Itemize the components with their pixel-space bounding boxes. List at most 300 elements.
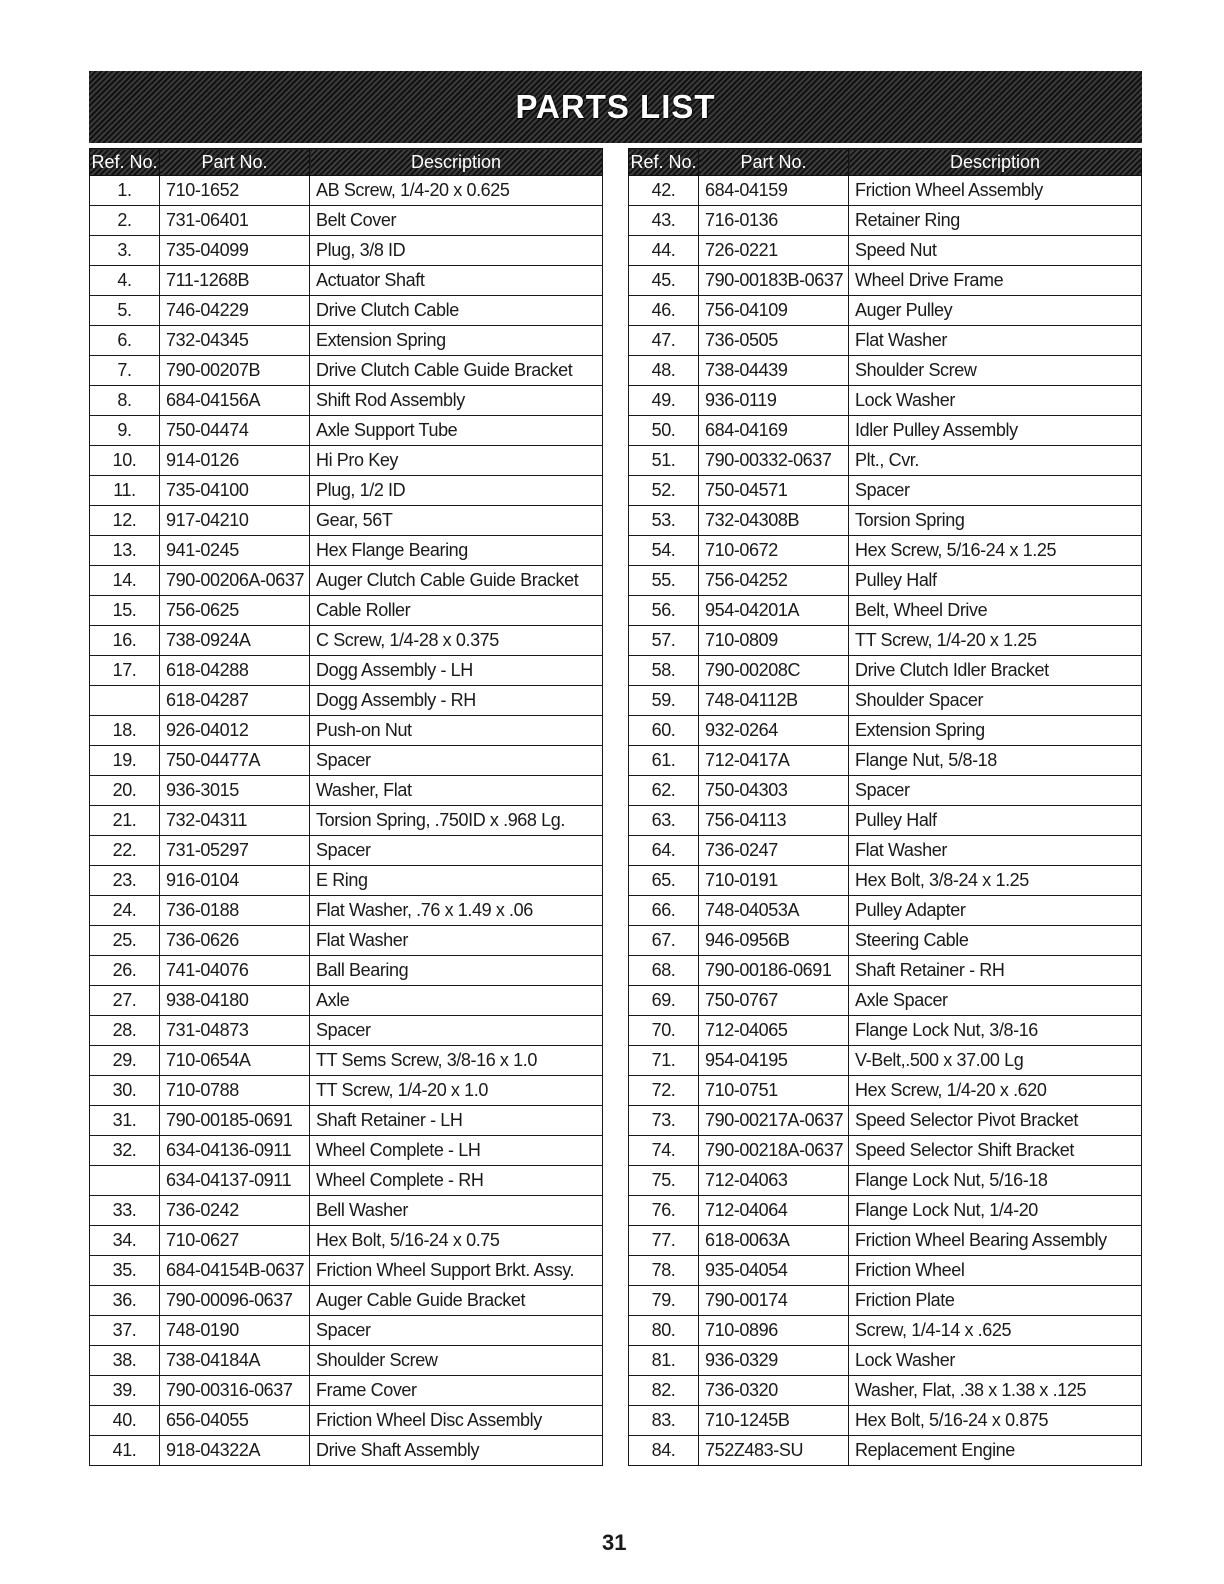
table-row [90, 386, 603, 416]
description-cell: Frame Cover [310, 1376, 603, 1406]
description-cell: Pulley Half [849, 566, 1142, 596]
table-row [90, 926, 603, 956]
ref-no-cell: 60. [629, 716, 699, 746]
description-cell: Flange Lock Nut, 3/8-16 [849, 1016, 1142, 1046]
description-cell: Plt., Cvr. [849, 446, 1142, 476]
ref-no-cell: 44. [629, 236, 699, 266]
ref-no-cell: 55. [629, 566, 699, 596]
ref-no-cell: 13. [90, 536, 160, 566]
table-row [90, 416, 603, 446]
ref-no-cell: 43. [629, 206, 699, 236]
description-cell: Replacement Engine [849, 1436, 1142, 1466]
ref-no-cell: 50. [629, 416, 699, 446]
description-cell: Lock Washer [849, 1346, 1142, 1376]
ref-no-cell: 74. [629, 1136, 699, 1166]
description-cell: Auger Cable Guide Bracket [310, 1286, 603, 1316]
description-cell: Auger Clutch Cable Guide Bracket [310, 566, 603, 596]
table-row [629, 1376, 1142, 1406]
part-no-cell: 732-04308B [699, 506, 849, 536]
table-row [629, 1256, 1142, 1286]
ref-no-cell: 76. [629, 1196, 699, 1226]
description-cell: Spacer [849, 476, 1142, 506]
description-cell: E Ring [310, 866, 603, 896]
description-cell: AB Screw, 1/4-20 x 0.625 [310, 176, 603, 206]
part-no-cell: 790-00186-0691 [699, 956, 849, 986]
ref-no-cell: 83. [629, 1406, 699, 1436]
description-cell: Flat Washer [310, 926, 603, 956]
ref-no-cell: 14. [90, 566, 160, 596]
ref-no-cell: 30. [90, 1076, 160, 1106]
description-cell: Friction Plate [849, 1286, 1142, 1316]
ref-no-cell: 63. [629, 806, 699, 836]
description-cell: TT Screw, 1/4-20 x 1.0 [310, 1076, 603, 1106]
part-no-cell: 926-04012 [160, 716, 310, 746]
table-row [629, 986, 1142, 1016]
part-no-cell: 750-04474 [160, 416, 310, 446]
table-row [629, 1406, 1142, 1436]
description-cell: Hex Screw, 1/4-20 x .620 [849, 1076, 1142, 1106]
description-cell: Spacer [310, 746, 603, 776]
description-cell: V-Belt,.500 x 37.00 Lg [849, 1046, 1142, 1076]
part-no-cell: 738-04439 [699, 356, 849, 386]
part-no-cell: 790-00185-0691 [160, 1106, 310, 1136]
table-row [90, 986, 603, 1016]
description-cell: Belt, Wheel Drive [849, 596, 1142, 626]
ref-no-cell: 32. [90, 1136, 160, 1166]
table-row [90, 716, 603, 746]
part-no-cell: 684-04156A [160, 386, 310, 416]
part-no-cell: 732-04345 [160, 326, 310, 356]
part-no-cell: 790-00217A-0637 [699, 1106, 849, 1136]
ref-no-cell: 78. [629, 1256, 699, 1286]
part-no-cell: 710-0672 [699, 536, 849, 566]
table-row [90, 656, 603, 686]
part-no-cell: 618-04287 [160, 686, 310, 716]
table-row [629, 776, 1142, 806]
part-no-cell: 736-0626 [160, 926, 310, 956]
table-row [90, 566, 603, 596]
table-row [629, 566, 1142, 596]
description-cell: Auger Pulley [849, 296, 1142, 326]
header-description: Description [849, 149, 1142, 176]
table-row [629, 1436, 1142, 1466]
description-cell: Hex Bolt, 5/16-24 x 0.875 [849, 1406, 1142, 1436]
description-cell: Extension Spring [849, 716, 1142, 746]
ref-no-cell: 28. [90, 1016, 160, 1046]
part-no-cell: 946-0956B [699, 926, 849, 956]
description-cell: Friction Wheel Bearing Assembly [849, 1226, 1142, 1256]
table-row [90, 1406, 603, 1436]
part-no-cell: 748-0190 [160, 1316, 310, 1346]
description-cell: Spacer [310, 1016, 603, 1046]
table-row [90, 206, 603, 236]
part-no-cell: 710-0627 [160, 1226, 310, 1256]
parts-table-left-body [90, 176, 603, 1466]
table-row [629, 716, 1142, 746]
part-no-cell: 750-04477A [160, 746, 310, 776]
part-no-cell: 756-04252 [699, 566, 849, 596]
description-cell: Idler Pulley Assembly [849, 416, 1142, 446]
ref-no-cell [90, 686, 160, 716]
ref-no-cell: 33. [90, 1196, 160, 1226]
table-row [90, 1316, 603, 1346]
ref-no-cell: 47. [629, 326, 699, 356]
description-cell: Pulley Adapter [849, 896, 1142, 926]
table-row [90, 1136, 603, 1166]
description-cell: Hex Flange Bearing [310, 536, 603, 566]
ref-no-cell: 36. [90, 1286, 160, 1316]
table-row [629, 746, 1142, 776]
description-cell: Cable Roller [310, 596, 603, 626]
description-cell: Spacer [849, 776, 1142, 806]
part-no-cell: 731-04873 [160, 1016, 310, 1046]
description-cell: Speed Selector Pivot Bracket [849, 1106, 1142, 1136]
table-row [90, 1436, 603, 1466]
ref-no-cell: 34. [90, 1226, 160, 1256]
ref-no-cell: 20. [90, 776, 160, 806]
part-no-cell: 938-04180 [160, 986, 310, 1016]
part-no-cell: 954-04201A [699, 596, 849, 626]
ref-no-cell: 22. [90, 836, 160, 866]
ref-no-cell: 79. [629, 1286, 699, 1316]
description-cell: Speed Selector Shift Bracket [849, 1136, 1142, 1166]
table-row [629, 1316, 1142, 1346]
ref-no-cell: 39. [90, 1376, 160, 1406]
description-cell: Speed Nut [849, 236, 1142, 266]
ref-no-cell: 4. [90, 266, 160, 296]
description-cell: Shaft Retainer - RH [849, 956, 1142, 986]
part-no-cell: 941-0245 [160, 536, 310, 566]
part-no-cell: 752Z483-SU [699, 1436, 849, 1466]
ref-no-cell: 5. [90, 296, 160, 326]
table-row [629, 326, 1142, 356]
table-row [90, 506, 603, 536]
ref-no-cell: 41. [90, 1436, 160, 1466]
ref-no-cell: 52. [629, 476, 699, 506]
table-row [90, 296, 603, 326]
description-cell: Axle [310, 986, 603, 1016]
part-no-cell: 954-04195 [699, 1046, 849, 1076]
table-row [629, 296, 1142, 326]
ref-no-cell: 38. [90, 1346, 160, 1376]
ref-no-cell: 53. [629, 506, 699, 536]
ref-no-cell: 19. [90, 746, 160, 776]
table-row [629, 476, 1142, 506]
table-row [629, 686, 1142, 716]
part-no-cell: 716-0136 [699, 206, 849, 236]
ref-no-cell: 24. [90, 896, 160, 926]
ref-no-cell: 45. [629, 266, 699, 296]
description-cell: Flat Washer [849, 836, 1142, 866]
table-row [90, 446, 603, 476]
part-no-cell: 684-04154B-0637 [160, 1256, 310, 1286]
ref-no-cell: 18. [90, 716, 160, 746]
ref-no-cell: 40. [90, 1406, 160, 1436]
ref-no-cell: 27. [90, 986, 160, 1016]
description-cell: Shoulder Screw [849, 356, 1142, 386]
part-no-cell: 790-00174 [699, 1286, 849, 1316]
ref-no-cell: 54. [629, 536, 699, 566]
ref-no-cell: 12. [90, 506, 160, 536]
table-row [90, 866, 603, 896]
part-no-cell: 790-00206A-0637 [160, 566, 310, 596]
ref-no-cell: 66. [629, 896, 699, 926]
page-number: 31 [602, 1530, 627, 1555]
part-no-cell: 711-1268B [160, 266, 310, 296]
part-no-cell: 736-0242 [160, 1196, 310, 1226]
part-no-cell: 634-04137-0911 [160, 1166, 310, 1196]
ref-no-cell: 69. [629, 986, 699, 1016]
ref-no-cell: 57. [629, 626, 699, 656]
table-row [629, 596, 1142, 626]
table-row [90, 476, 603, 506]
ref-no-cell: 16. [90, 626, 160, 656]
part-no-cell: 735-04099 [160, 236, 310, 266]
part-no-cell: 790-00183B-0637 [699, 266, 849, 296]
description-cell: Washer, Flat, .38 x 1.38 x .125 [849, 1376, 1142, 1406]
description-cell: Spacer [310, 1316, 603, 1346]
part-no-cell: 748-04112B [699, 686, 849, 716]
part-no-cell: 710-0896 [699, 1316, 849, 1346]
ref-no-cell: 58. [629, 656, 699, 686]
part-no-cell: 710-1652 [160, 176, 310, 206]
description-cell: Retainer Ring [849, 206, 1142, 236]
description-cell: Flange Lock Nut, 1/4-20 [849, 1196, 1142, 1226]
description-cell: Push-on Nut [310, 716, 603, 746]
ref-no-cell: 77. [629, 1226, 699, 1256]
part-no-cell: 732-04311 [160, 806, 310, 836]
table-row [629, 266, 1142, 296]
part-no-cell: 736-0188 [160, 896, 310, 926]
ref-no-cell: 31. [90, 1106, 160, 1136]
ref-no-cell: 73. [629, 1106, 699, 1136]
ref-no-cell: 68. [629, 956, 699, 986]
table-row [90, 806, 603, 836]
table-row [90, 536, 603, 566]
header-part-no: Part No. [699, 149, 849, 176]
header-description: Description [310, 149, 603, 176]
table-row [629, 536, 1142, 566]
part-no-cell: 634-04136-0911 [160, 1136, 310, 1166]
description-cell: Lock Washer [849, 386, 1142, 416]
table-row [629, 1046, 1142, 1076]
description-cell: Screw, 1/4-14 x .625 [849, 1316, 1142, 1346]
ref-no-cell: 2. [90, 206, 160, 236]
description-cell: Shoulder Screw [310, 1346, 603, 1376]
ref-no-cell: 15. [90, 596, 160, 626]
description-cell: TT Screw, 1/4-20 x 1.25 [849, 626, 1142, 656]
description-cell: Drive Clutch Cable Guide Bracket [310, 356, 603, 386]
table-row [629, 836, 1142, 866]
ref-no-cell: 26. [90, 956, 160, 986]
part-no-cell: 932-0264 [699, 716, 849, 746]
table-row [629, 1346, 1142, 1376]
ref-no-cell: 11. [90, 476, 160, 506]
description-cell: Dogg Assembly - LH [310, 656, 603, 686]
table-row [90, 236, 603, 266]
description-cell: Torsion Spring [849, 506, 1142, 536]
table-row [90, 596, 603, 626]
description-cell: Friction Wheel Assembly [849, 176, 1142, 206]
ref-no-cell: 23. [90, 866, 160, 896]
part-no-cell: 738-0924A [160, 626, 310, 656]
part-no-cell: 736-0320 [699, 1376, 849, 1406]
description-cell: Plug, 3/8 ID [310, 236, 603, 266]
part-no-cell: 790-00208C [699, 656, 849, 686]
description-cell: Drive Clutch Idler Bracket [849, 656, 1142, 686]
table-row [90, 1076, 603, 1106]
header-ref-no: Ref. No. [629, 149, 699, 176]
table-row [90, 1196, 603, 1226]
part-no-cell: 750-04303 [699, 776, 849, 806]
part-no-cell: 710-0809 [699, 626, 849, 656]
description-cell: Plug, 1/2 ID [310, 476, 603, 506]
table-row [90, 1016, 603, 1046]
table-row [90, 1376, 603, 1406]
table-row [90, 1046, 603, 1076]
ref-no-cell: 48. [629, 356, 699, 386]
description-cell: Pulley Half [849, 806, 1142, 836]
table-row [90, 896, 603, 926]
ref-no-cell: 65. [629, 866, 699, 896]
description-cell: Actuator Shaft [310, 266, 603, 296]
description-cell: Drive Shaft Assembly [310, 1436, 603, 1466]
part-no-cell: 750-04571 [699, 476, 849, 506]
table-row [90, 626, 603, 656]
part-no-cell: 916-0104 [160, 866, 310, 896]
description-cell: Ball Bearing [310, 956, 603, 986]
description-cell: Flange Nut, 5/8-18 [849, 746, 1142, 776]
table-row [90, 326, 603, 356]
ref-no-cell: 75. [629, 1166, 699, 1196]
ref-no-cell: 21. [90, 806, 160, 836]
header-part-no: Part No. [160, 149, 310, 176]
part-no-cell: 936-0329 [699, 1346, 849, 1376]
table-row [629, 1136, 1142, 1166]
description-cell: C Screw, 1/4-28 x 0.375 [310, 626, 603, 656]
table-row [90, 176, 603, 206]
ref-no-cell: 49. [629, 386, 699, 416]
description-cell: Torsion Spring, .750ID x .968 Lg. [310, 806, 603, 836]
table-row [629, 416, 1142, 446]
part-no-cell: 750-0767 [699, 986, 849, 1016]
part-no-cell: 731-06401 [160, 206, 310, 236]
ref-no-cell: 56. [629, 596, 699, 626]
ref-no-cell: 3. [90, 236, 160, 266]
ref-no-cell: 9. [90, 416, 160, 446]
table-row [629, 236, 1142, 266]
part-no-cell: 914-0126 [160, 446, 310, 476]
table-header-row [90, 149, 603, 176]
description-cell: Flat Washer [849, 326, 1142, 356]
ref-no-cell: 8. [90, 386, 160, 416]
ref-no-cell: 64. [629, 836, 699, 866]
description-cell: Spacer [310, 836, 603, 866]
part-no-cell: 736-0505 [699, 326, 849, 356]
table-row [90, 1286, 603, 1316]
description-cell: Shaft Retainer - LH [310, 1106, 603, 1136]
description-cell: Bell Washer [310, 1196, 603, 1226]
description-cell: Wheel Drive Frame [849, 266, 1142, 296]
part-no-cell: 726-0221 [699, 236, 849, 266]
ref-no-cell: 70. [629, 1016, 699, 1046]
part-no-cell: 936-0119 [699, 386, 849, 416]
ref-no-cell: 72. [629, 1076, 699, 1106]
part-no-cell: 712-04063 [699, 1166, 849, 1196]
part-no-cell: 712-04064 [699, 1196, 849, 1226]
part-no-cell: 918-04322A [160, 1436, 310, 1466]
description-cell: Friction Wheel Disc Assembly [310, 1406, 603, 1436]
ref-no-cell: 29. [90, 1046, 160, 1076]
table-row [629, 1076, 1142, 1106]
ref-no-cell: 46. [629, 296, 699, 326]
part-no-cell: 936-3015 [160, 776, 310, 806]
ref-no-cell: 10. [90, 446, 160, 476]
description-cell: Steering Cable [849, 926, 1142, 956]
header-ref-no: Ref. No. [90, 149, 160, 176]
description-cell: Friction Wheel [849, 1256, 1142, 1286]
table-row [629, 956, 1142, 986]
ref-no-cell: 37. [90, 1316, 160, 1346]
description-cell: Extension Spring [310, 326, 603, 356]
ref-no-cell: 81. [629, 1346, 699, 1376]
description-cell: Friction Wheel Support Brkt. Assy. [310, 1256, 603, 1286]
ref-no-cell: 7. [90, 356, 160, 386]
table-row [629, 206, 1142, 236]
part-no-cell: 712-0417A [699, 746, 849, 776]
part-no-cell: 790-00207B [160, 356, 310, 386]
ref-no-cell: 62. [629, 776, 699, 806]
table-row [629, 506, 1142, 536]
part-no-cell: 756-04113 [699, 806, 849, 836]
table-row [629, 926, 1142, 956]
description-cell: Wheel Complete - LH [310, 1136, 603, 1166]
table-row [629, 806, 1142, 836]
parts-table-right [628, 148, 1142, 1466]
table-row [629, 896, 1142, 926]
ref-no-cell: 1. [90, 176, 160, 206]
part-no-cell: 656-04055 [160, 1406, 310, 1436]
ref-no-cell: 59. [629, 686, 699, 716]
table-row [629, 1166, 1142, 1196]
table-row [90, 686, 603, 716]
description-cell: Belt Cover [310, 206, 603, 236]
table-row [90, 1106, 603, 1136]
description-cell: Hi Pro Key [310, 446, 603, 476]
description-cell: Dogg Assembly - RH [310, 686, 603, 716]
description-cell: Shoulder Spacer [849, 686, 1142, 716]
description-cell: Axle Support Tube [310, 416, 603, 446]
part-no-cell: 790-00332-0637 [699, 446, 849, 476]
description-cell: Hex Screw, 5/16-24 x 1.25 [849, 536, 1142, 566]
part-no-cell: 731-05297 [160, 836, 310, 866]
table-row [90, 1346, 603, 1376]
part-no-cell: 736-0247 [699, 836, 849, 866]
table-row [90, 836, 603, 866]
parts-table-left [89, 148, 603, 1466]
table-header-row [629, 149, 1142, 176]
ref-no-cell: 80. [629, 1316, 699, 1346]
ref-no-cell: 82. [629, 1376, 699, 1406]
table-row [629, 1196, 1142, 1226]
part-no-cell: 738-04184A [160, 1346, 310, 1376]
part-no-cell: 935-04054 [699, 1256, 849, 1286]
description-cell: Flat Washer, .76 x 1.49 x .06 [310, 896, 603, 926]
ref-no-cell: 17. [90, 656, 160, 686]
part-no-cell: 684-04169 [699, 416, 849, 446]
parts-table-right-body [629, 176, 1142, 1466]
part-no-cell: 741-04076 [160, 956, 310, 986]
